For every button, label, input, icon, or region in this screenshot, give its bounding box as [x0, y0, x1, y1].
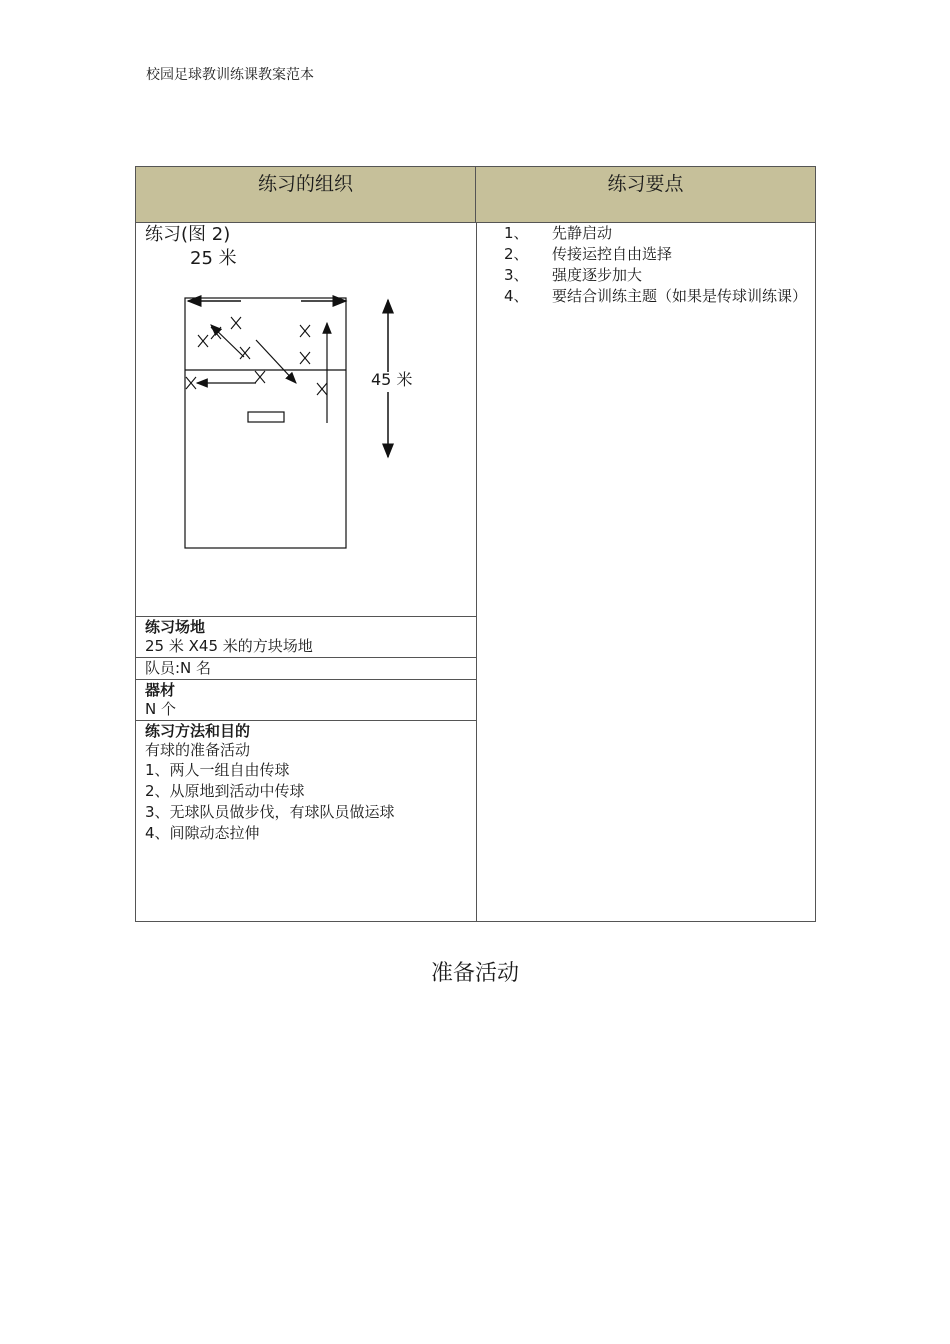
key-points-list — [504, 223, 809, 307]
players-value: 队员:N 名 — [145, 659, 212, 677]
method-item: 4、间隙动态拉伸 — [145, 824, 260, 842]
equipment-label: 器材 — [145, 681, 176, 699]
field-diagram — [136, 167, 476, 617]
key-point-item: 4、 要结合训练主题（如果是传球训练课） — [504, 287, 808, 305]
key-point-item: 1、 先静启动 — [504, 224, 613, 242]
method-label: 练习方法和目的 — [145, 722, 251, 740]
movement-arrow — [256, 340, 296, 383]
field-width-label: 25 米 — [190, 248, 237, 269]
column-divider — [476, 223, 477, 921]
field-length-label: 45 米 — [371, 370, 413, 389]
key-point-item: 3、 强度逐步加大 — [504, 266, 643, 284]
section-caption: 准备活动 — [430, 961, 519, 986]
lesson-table — [135, 166, 816, 922]
column-header-organization: 练习的组织 — [136, 167, 476, 223]
row-divider — [136, 679, 476, 680]
goal-box — [248, 412, 284, 422]
method-item: 3、无球队员做步伐，有球队员做运球 — [145, 803, 395, 821]
method-subtitle: 有球的准备活动 — [145, 741, 251, 759]
key-point-item: 2、 传接运控自由选择 — [504, 245, 673, 263]
document-header: 校园足球教训练课教案范本 — [146, 67, 314, 83]
exercise-title: 练习(图 2) — [145, 224, 231, 245]
method-item: 1、两人一组自由传球 — [145, 761, 290, 779]
movement-arrow — [211, 325, 244, 357]
equipment-value: N 个 — [145, 700, 176, 718]
field-outline — [185, 298, 346, 548]
column-header-key-points: 练习要点 — [476, 167, 815, 223]
key-point-text: 要结合训练主题（如果是传球训练课） — [552, 287, 808, 305]
method-item: 2、从原地到活动中传球 — [145, 782, 305, 800]
venue-label: 练习场地 — [145, 618, 206, 636]
venue-value: 25 米 X45 米的方块场地 — [145, 637, 313, 655]
